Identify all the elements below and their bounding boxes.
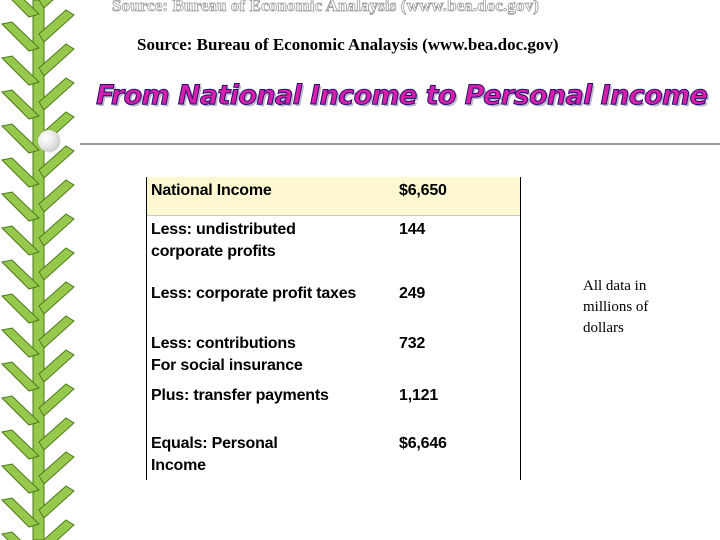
- table-row: [147, 279, 520, 331]
- table-row: [147, 383, 520, 431]
- table-row: [147, 331, 520, 383]
- row-value: 144: [399, 221, 426, 238]
- source-text-shadow: Source: Bureau of Economic Analaysis (www.bea.doc.gov): [112, 0, 539, 15]
- row-label: Equals: Personal Income: [151, 435, 278, 474]
- title-divider: [80, 143, 720, 145]
- row-label: National Income: [151, 182, 272, 199]
- row-value: 732: [399, 335, 426, 352]
- bullet-sphere-icon: [38, 130, 60, 152]
- income-table: [146, 177, 521, 480]
- table-row: [147, 215, 520, 279]
- row-label: Plus: transfer payments: [151, 387, 329, 404]
- row-value: $6,646: [399, 435, 447, 452]
- source-text: Source: Bureau of Economic Analaysis (www.bea.doc.gov): [137, 35, 559, 54]
- table-row: [147, 431, 520, 480]
- table-row: [147, 177, 520, 216]
- row-label: Less: corporate profit taxes: [151, 285, 357, 302]
- units-note: All data in millions of dollars: [583, 278, 649, 336]
- decorative-zigzag-border: [0, 0, 80, 540]
- row-label: Less: undistributed corporate profits: [151, 221, 296, 260]
- row-value: $6,650: [399, 182, 447, 199]
- row-value: 1,121: [399, 387, 439, 404]
- row-value: 249: [399, 285, 426, 302]
- row-label: Less: contributions For social insurance: [151, 335, 303, 374]
- slide-title: From National Income to Personal Income: [96, 80, 708, 111]
